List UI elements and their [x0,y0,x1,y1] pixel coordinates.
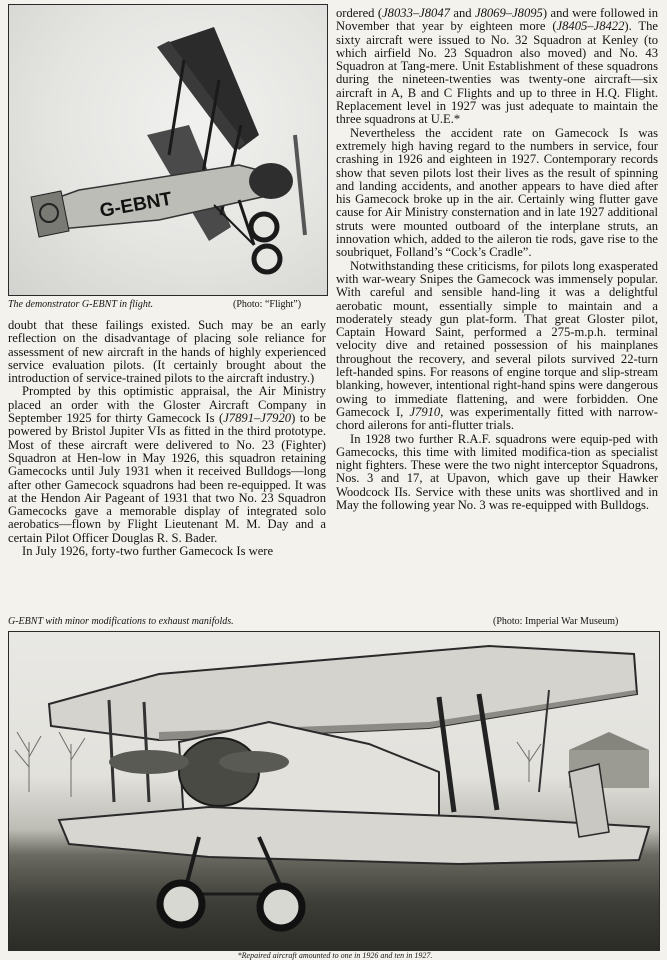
footnote: *Repaired aircraft amounted to one in 1926 and ten in 1927. [237,951,433,960]
registration-marking: G-EBNT [98,188,174,222]
left-paragraph-3: In July 1926, forty-two further Gamecock Is were [22,544,274,559]
photo-bottom-caption: G-EBNT with minor modifications to exhaust manifolds. [8,616,234,627]
photo-aircraft-in-flight [8,4,328,296]
biplane-on-ground-image [9,632,659,950]
right-text-column [336,7,658,512]
right-paragraph-2: Nevertheless the accident rate on Gamecock Is was extremely high having regard to the numbers in service, four crashing in 1926 and eighteen in 1927. Contemporary records show that seven pilots lost their lives as the result of spinning and landing accidents, and another appears to have died after his Gamecock broke up in the air. Certainly wing flutter gave cause for Air Ministry consternation and in late 1927 additional struts were mounted outboard of the interplane struts, an innovation which, added to the aileron tie rods, gave rise to the soubriquet, Folland’s “Cock’s Cradle”. [336,125,658,260]
serial-range: J7891–J7920 [223,411,292,426]
biplane-in-flight-image [9,5,327,295]
photo-aircraft-on-ground [8,631,660,951]
left-paragraph-1: doubt that these failings existed. Such may be an early reflection on the disadvantage of placing sole reliance for assessment of new aircraft in the hands of highly experienced service evaluation pilots. (It certainly brought about the introduction of service-trained pilots to the aircraft industry.) [8,318,326,386]
photo-bottom-credit: (Photo: Imperial War Museum) [493,616,619,627]
photo-top-credit: (Photo: “Flight”) [233,299,302,310]
right-paragraph-3: Notwithstanding these criticisms, for pilots long exasperated with war-weary Snipes the Gamecock was immensely popular. With careful and sensible hand-ling it was a delightful aerobatic mount, essentially simple to maintain and a moderately steady gun plat-form. That great Gloster pilot, Captain Howard Saint, performed a 275-m.p.h. terminal velocity dive and retained possession of his mainplanes throughout the recovery, and several pilots survived 22-turn left-handed spins. For reasons of engine torque and slip-stream blanking, however, intentional right-hand spins were dangerous owing to immediate flattening, and were forbidden. One Gamecock I, J7910, was experimentally fitted with narrow-chord ailerons for anti-flutter trials. [336,258,658,433]
left-text-column [8,319,326,558]
right-paragraph-1: ordered (J8033–J8047 and J8069–J8095) and were followed in November that year by eighteen more (J8405–J8422). The sixty aircraft were issued to No. 32 Squadron at Kenley (to which airfield No. 23 Squadron also moved) and No. 43 Squadron at Tang-mere. Unit Establishment of these squadrons during the nineteen-twenties was twenty-one aircraft—six aircraft in A, B and C Flights and up to three in H.Q. Flight. Replacement level in 1927 was just adequate to maintain the three squadrons at U.E.* [336,6,659,127]
right-paragraph-4: In 1928 two further R.A.F. squadrons were equip-ped with Gamecocks, this time with limited modifica-tion as specialist night fighters. These were the two night interceptor Squadrons, Nos. 3 and 17, at Upavon, which gave up their Hawker Woodcock IIs. Service with these units was shortlived and in May the following year No. 3 was re-equipped with Bulldogs. [336,431,658,512]
left-paragraph-2: Prompted by this optimistic appraisal, the Air Ministry placed an order with the Gloster Aircraft Company in September 1925 for thirty Gamecock Is (J7891–J7920) to be powered by Bristol Jupiter VIs as fitted in the third prototype. Most of these aircraft were delivered to No. 23 (Fighter) Squadron at Hen-low in May 1926, this squadron retaining Gamecocks until July 1931 when it received Bulldogs—long after other Gamecock squadrons had been re-equipped. It was at the Hendon Air Pageant of 1931 that two No. 23 Squadron Gamecocks gave a memorable display of integrated solo aerobatics—flown by Flight Lieutenant M. M. Day and a certain Pilot Officer Douglas R. S. Bader. [8,384,326,545]
photo-top-caption: The demonstrator G-EBNT in flight. [8,299,154,310]
